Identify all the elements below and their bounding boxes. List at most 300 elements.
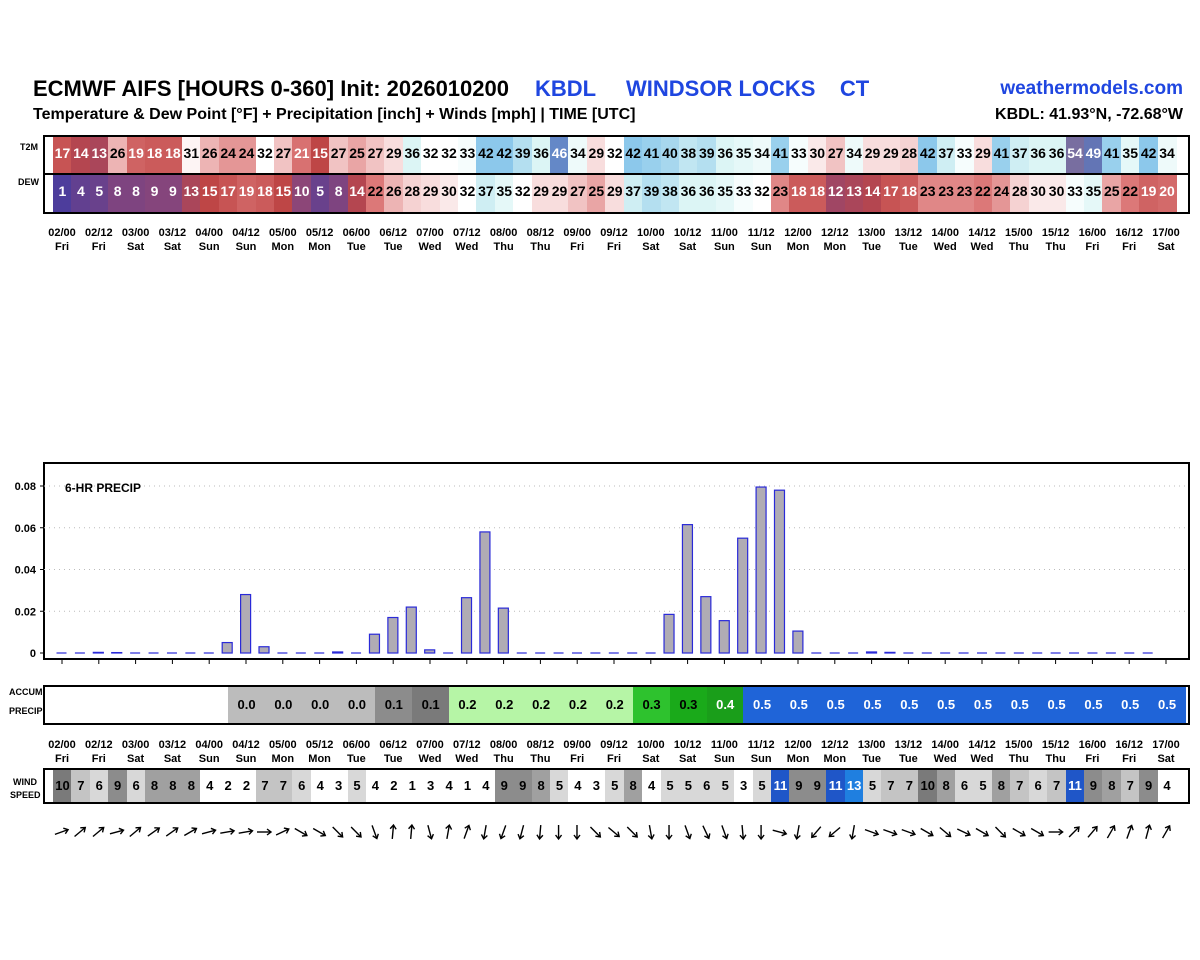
accum-precip-cell: 0.2 <box>596 687 633 723</box>
dew-cell: 8 <box>108 175 127 212</box>
wind-speed-cell: 6 <box>127 770 146 802</box>
t2m-cell: 34 <box>753 137 772 173</box>
t2m-cell: 18 <box>163 137 182 173</box>
wind-speed-cell: 9 <box>495 770 514 802</box>
t2m-cell: 29 <box>863 137 882 173</box>
wind-arrow-icon <box>864 827 879 837</box>
wind-speed-cell: 5 <box>753 770 772 802</box>
time-tick-label: 07/12 Wed <box>453 227 481 253</box>
time-tick-label: 08/00 Thu <box>489 739 518 765</box>
accum-row-label-2: PRECIP <box>9 706 43 716</box>
t2m-cell: 19 <box>127 137 146 173</box>
time-tick-label: 15/12 Thu <box>1041 739 1070 765</box>
t2m-cell: 41 <box>1102 137 1121 173</box>
dew-cell: 30 <box>1047 175 1066 212</box>
wind-speed-cell: 10 <box>53 770 72 802</box>
accum-precip-cell: 0.0 <box>302 687 339 723</box>
accum-precip-cell: 0.5 <box>964 687 1001 723</box>
time-tick-label: 13/12 Tue <box>894 739 923 765</box>
wind-arrow-icon <box>408 825 415 839</box>
precip-bar <box>462 598 472 653</box>
site-link[interactable]: weathermodels.com <box>1000 78 1183 99</box>
time-tick-label: 16/12 Fri <box>1115 739 1143 765</box>
accum-precip-cell: 0.4 <box>707 687 744 723</box>
wind-arrow-icon <box>1160 824 1172 839</box>
precip-bar <box>369 634 379 653</box>
time-tick-label: 03/12 Sat <box>158 739 187 765</box>
wind-speed-cell: 13 <box>845 770 864 802</box>
wind-arrow-icon <box>849 825 857 840</box>
accum-precip-cell: 0.0 <box>228 687 265 723</box>
wind-speed-cell: 6 <box>1029 770 1048 802</box>
y-tick-label: 0.02 <box>14 606 36 619</box>
t2m-cell: 39 <box>697 137 716 173</box>
time-tick-label: 14/00 Wed <box>931 227 959 253</box>
wind-arrow-icon <box>1067 825 1081 839</box>
time-tick-label: 14/00 Wed <box>931 739 959 765</box>
dew-cell: 30 <box>440 175 459 212</box>
dew-cell: 35 <box>495 175 514 212</box>
wind-arrow-icon <box>919 826 934 838</box>
precip-chart-title: 6-HR PRECIP <box>65 481 142 495</box>
wind-arrow-icon <box>719 824 729 839</box>
wind-speed-cell: 8 <box>532 770 551 802</box>
accum-precip-cell: 0.5 <box>1001 687 1038 723</box>
precip-bar <box>701 597 711 653</box>
wind-speed-cell: 7 <box>274 770 293 802</box>
wind-arrow-icon <box>183 826 198 838</box>
wind-arrow-icon <box>481 825 489 840</box>
time-tick-label: 12/00 Mon <box>784 739 812 765</box>
t2m-cell: 36 <box>1029 137 1048 173</box>
t2m-cell: 24 <box>237 137 256 173</box>
wind-arrow-icon <box>257 829 271 835</box>
dew-cell: 22 <box>974 175 993 212</box>
time-tick-label: 15/00 Thu <box>1005 739 1033 765</box>
wind-speed-cell: 6 <box>292 770 311 802</box>
wind-direction-arrows <box>0 810 1200 860</box>
dew-cell: 15 <box>200 175 219 212</box>
t2m-cell: 34 <box>568 137 587 173</box>
wind-arrow-icon <box>574 825 580 839</box>
wind-speed-cell: 4 <box>440 770 459 802</box>
wind-speed-cell: 8 <box>182 770 201 802</box>
wind-arrow-icon <box>461 824 471 839</box>
wind-speed-cell: 7 <box>256 770 275 802</box>
time-tick-label: 12/00 Mon <box>784 227 812 253</box>
accum-precip-cell: 0.0 <box>265 687 302 723</box>
time-tick-label: 16/00 Fri <box>1078 739 1107 765</box>
dew-cell: 32 <box>753 175 772 212</box>
wind-speed-cell: 7 <box>1010 770 1029 802</box>
t2m-cell: 36 <box>403 137 422 173</box>
precip-bar <box>388 618 398 653</box>
t2m-cell: 29 <box>587 137 606 173</box>
wind-speed-cell: 11 <box>826 770 845 802</box>
dew-cell: 5 <box>90 175 109 212</box>
dew-cell: 33 <box>734 175 753 212</box>
precip-bar <box>498 608 508 653</box>
dew-cell: 37 <box>624 175 643 212</box>
wind-arrow-icon <box>201 827 216 836</box>
dew-cell: 25 <box>1102 175 1121 212</box>
wind-speed-cell: 7 <box>881 770 900 802</box>
accum-precip-cell: 0.2 <box>486 687 523 723</box>
wind-arrow-icon <box>537 825 544 839</box>
dew-cell: 18 <box>808 175 827 212</box>
wind-arrow-icon <box>794 825 802 840</box>
wind-arrow-icon <box>389 825 396 839</box>
t2m-cell: 25 <box>348 137 367 173</box>
wind-arrow-icon <box>312 826 327 838</box>
dew-cell: 37 <box>476 175 495 212</box>
t2m-cell: 39 <box>513 137 532 173</box>
wind-speed-cell: 3 <box>587 770 606 802</box>
time-tick-label: 03/12 Sat <box>158 227 187 253</box>
dew-cell: 23 <box>955 175 974 212</box>
t2m-cell: 30 <box>808 137 827 173</box>
t2m-cell: 49 <box>1084 137 1103 173</box>
accum-precip-cell: 0.5 <box>1112 687 1149 723</box>
time-tick-label: 07/12 Wed <box>453 739 481 765</box>
dew-cell: 38 <box>661 175 680 212</box>
wind-speed-cell: 10 <box>918 770 937 802</box>
t2m-cell: 36 <box>716 137 735 173</box>
wind-speed-cell: 5 <box>550 770 569 802</box>
time-tick-label: 08/00 Thu <box>489 227 518 253</box>
wind-speed-cell: 2 <box>384 770 403 802</box>
chart-title: ECMWF AIFS [HOURS 0-360] Init: 2026010200 <box>33 76 509 101</box>
y-tick-label: 0 <box>29 648 36 660</box>
time-tick-label: 06/12 Tue <box>379 739 407 765</box>
accum-precip-cell: 0.5 <box>743 687 780 723</box>
wind-speed-cell: 4 <box>366 770 385 802</box>
t2m-cell: 33 <box>789 137 808 173</box>
wind-speed-cell: 9 <box>1084 770 1103 802</box>
t2m-cell: 41 <box>992 137 1011 173</box>
time-tick-label: 04/12 Sun <box>232 739 260 765</box>
t2m-cell: 32 <box>421 137 440 173</box>
dew-cell: 39 <box>642 175 661 212</box>
t2m-cell: 42 <box>1139 137 1158 173</box>
dew-cell: 9 <box>145 175 164 212</box>
t2m-cell: 33 <box>458 137 477 173</box>
accum-precip-cell: 0.2 <box>449 687 486 723</box>
wind-arrow-icon <box>220 828 235 836</box>
wind-arrow-icon <box>54 827 69 837</box>
dew-cell: 19 <box>237 175 256 212</box>
time-tick-label: 06/00 Tue <box>342 227 371 253</box>
wind-arrow-icon <box>1143 824 1152 839</box>
wind-speed-cell: 3 <box>734 770 753 802</box>
dew-cell: 17 <box>881 175 900 212</box>
t2m-cell: 38 <box>679 137 698 173</box>
wind-speed-row <box>43 768 1190 804</box>
accum-precip-cell: 0.1 <box>375 687 412 723</box>
wind-speed-cell: 8 <box>1102 770 1121 802</box>
wind-speed-cell: 11 <box>1066 770 1085 802</box>
time-tick-label: 16/12 Fri <box>1115 227 1143 253</box>
wind-speed-cell: 1 <box>403 770 422 802</box>
wind-speed-cell: 4 <box>642 770 661 802</box>
dew-cell: 36 <box>679 175 698 212</box>
wind-speed-cell: 4 <box>476 770 495 802</box>
accum-precip-cell: 0.5 <box>891 687 928 723</box>
wind-speed-cell: 7 <box>900 770 919 802</box>
wind-arrow-icon <box>556 825 562 839</box>
t2m-cell: 41 <box>771 137 790 173</box>
wind-speed-cell: 7 <box>1121 770 1140 802</box>
time-tick-label: 04/00 Sun <box>195 739 223 765</box>
wind-arrow-icon <box>165 826 180 839</box>
wind-arrow-icon <box>109 827 124 836</box>
wind-arrow-icon <box>646 825 654 840</box>
wind-speed-cell: 8 <box>937 770 956 802</box>
precip-bar <box>259 647 269 653</box>
dew-cell: 9 <box>163 175 182 212</box>
wind-speed-cell: 8 <box>163 770 182 802</box>
time-tick-label: 10/00 Sat <box>637 227 665 253</box>
accum-precip-cell: 0.3 <box>670 687 707 723</box>
time-tick-label: 09/00 Fri <box>563 227 591 253</box>
wind-arrow-icon <box>974 826 989 838</box>
t2m-cell: 46 <box>550 137 569 173</box>
accum-precip-cell: 0.2 <box>559 687 596 723</box>
wind-arrow-icon <box>275 826 290 837</box>
dew-cell: 15 <box>274 175 293 212</box>
wind-arrow-icon <box>293 826 308 838</box>
time-tick-label: 12/12 Mon <box>821 739 849 765</box>
t2m-cell: 42 <box>918 137 937 173</box>
time-axis-bottom <box>0 738 1200 768</box>
time-tick-label: 11/12 Sun <box>747 739 775 765</box>
dew-cell: 5 <box>311 175 330 212</box>
accum-precip-cell: 0.5 <box>854 687 891 723</box>
wind-arrow-icon <box>444 825 452 840</box>
precip-bar <box>93 652 103 653</box>
wind-arrow-icon <box>739 825 746 839</box>
t2m-cell: 40 <box>661 137 680 173</box>
time-tick-label: 05/00 Mon <box>269 227 297 253</box>
y-tick-label: 0.08 <box>14 481 36 493</box>
wind-arrow-icon <box>901 827 916 837</box>
time-tick-label: 13/12 Tue <box>894 227 923 253</box>
wind-arrow-icon <box>73 825 88 839</box>
time-tick-label: 04/00 Sun <box>195 227 223 253</box>
time-tick-label: 16/00 Fri <box>1078 227 1107 253</box>
wind-speed-cell: 5 <box>679 770 698 802</box>
precip-bar <box>222 643 232 653</box>
t2m-cell: 29 <box>384 137 403 173</box>
accum-precip-cell: 0.5 <box>780 687 817 723</box>
t2m-cell: 54 <box>1066 137 1085 173</box>
time-tick-label: 09/12 Fri <box>600 227 628 253</box>
precip-bar <box>793 631 803 653</box>
time-tick-label: 08/12 Thu <box>526 227 555 253</box>
plot-frame <box>44 463 1189 659</box>
dew-cell: 8 <box>127 175 146 212</box>
t2m-cell: 34 <box>845 137 864 173</box>
dew-row <box>43 173 1190 214</box>
time-tick-label: 02/12 Fri <box>85 227 113 253</box>
dew-cell: 29 <box>550 175 569 212</box>
time-tick-label: 05/12 Mon <box>305 227 334 253</box>
t2m-cell: 27 <box>274 137 293 173</box>
dew-cell: 10 <box>292 175 311 212</box>
dew-cell: 17 <box>219 175 238 212</box>
wind-speed-cell: 8 <box>992 770 1011 802</box>
t2m-cell: 17 <box>53 137 72 173</box>
t2m-cell: 15 <box>311 137 330 173</box>
wind-speed-cell: 2 <box>237 770 256 802</box>
t2m-cell: 33 <box>955 137 974 173</box>
wind-arrow-icon <box>682 824 692 839</box>
time-tick-label: 08/12 Thu <box>526 739 555 765</box>
time-tick-label: 06/00 Tue <box>342 739 371 765</box>
wind-arrow-icon <box>91 825 106 839</box>
time-tick-label: 07/00 Wed <box>416 227 444 253</box>
wind-arrow-icon <box>772 827 787 836</box>
wind-arrow-icon <box>1011 826 1026 838</box>
time-tick-label: 02/00 Fri <box>48 227 76 253</box>
time-tick-label: 02/12 Fri <box>85 739 113 765</box>
precip-bar-chart <box>0 460 1200 670</box>
dew-cell: 18 <box>900 175 919 212</box>
time-tick-label: 15/12 Thu <box>1041 227 1070 253</box>
wind-speed-cell: 2 <box>219 770 238 802</box>
time-tick-label: 10/12 Sat <box>673 739 702 765</box>
time-tick-label: 12/12 Mon <box>821 227 849 253</box>
wind-arrow-icon <box>827 825 842 839</box>
time-tick-label: 04/12 Sun <box>232 227 260 253</box>
wind-arrow-icon <box>369 824 379 839</box>
precip-bar <box>480 532 490 653</box>
dew-cell: 29 <box>421 175 440 212</box>
time-tick-label: 13/00 Tue <box>857 739 886 765</box>
accum-precip-cell: 0.2 <box>522 687 559 723</box>
wind-speed-cell: 7 <box>71 770 90 802</box>
dew-cell: 20 <box>1158 175 1177 212</box>
wind-speed-cell: 6 <box>90 770 109 802</box>
t2m-cell: 32 <box>440 137 459 173</box>
wind-speed-cell: 6 <box>697 770 716 802</box>
t2m-cell: 34 <box>1158 137 1177 173</box>
dew-cell: 24 <box>992 175 1011 212</box>
t2m-cell: 42 <box>495 137 514 173</box>
t2m-cell: 31 <box>182 137 201 173</box>
dew-cell: 14 <box>863 175 882 212</box>
wind-arrow-icon <box>1030 826 1045 838</box>
dew-cell: 22 <box>366 175 385 212</box>
precip-bar <box>664 614 674 653</box>
accum-precip-cell: 0.1 <box>412 687 449 723</box>
time-tick-label: 14/12 Wed <box>968 739 996 765</box>
time-tick-label: 10/00 Sat <box>637 739 665 765</box>
t2m-row <box>43 135 1190 175</box>
precip-bar <box>333 652 343 653</box>
dew-cell: 26 <box>384 175 403 212</box>
accum-precip-cell: 0.5 <box>1148 687 1185 723</box>
time-axis-top <box>0 226 1200 256</box>
dew-cell: 35 <box>1084 175 1103 212</box>
dew-cell: 18 <box>256 175 275 212</box>
t2m-cell: 35 <box>734 137 753 173</box>
accum-precip-cell: 0.5 <box>1075 687 1112 723</box>
wind-speed-cell: 3 <box>329 770 348 802</box>
wind-speed-cell: 8 <box>145 770 164 802</box>
dew-cell: 23 <box>771 175 790 212</box>
wind-arrow-icon <box>1124 824 1134 839</box>
accum-precip-cell: 0.5 <box>927 687 964 723</box>
time-tick-label: 07/00 Wed <box>416 739 444 765</box>
t2m-cell: 37 <box>937 137 956 173</box>
wind-speed-cell: 5 <box>974 770 993 802</box>
station-code: KBDL <box>535 76 597 101</box>
t2m-cell: 29 <box>974 137 993 173</box>
wind-arrow-icon <box>758 825 764 839</box>
t2m-cell: 32 <box>256 137 275 173</box>
wind-arrow-icon <box>810 825 824 840</box>
wind-speed-cell: 7 <box>1047 770 1066 802</box>
time-tick-label: 03/00 Sat <box>121 227 150 253</box>
wind-speed-cell: 5 <box>716 770 735 802</box>
dew-cell: 29 <box>605 175 624 212</box>
dew-cell: 18 <box>789 175 808 212</box>
time-tick-label: 05/12 Mon <box>305 739 334 765</box>
time-tick-label: 05/00 Mon <box>269 739 297 765</box>
wind-arrow-icon <box>517 824 526 839</box>
dew-cell: 28 <box>1010 175 1029 212</box>
wind-arrow-icon <box>498 824 508 839</box>
wind-speed-cell: 8 <box>624 770 643 802</box>
dew-cell: 33 <box>1066 175 1085 212</box>
time-tick-label: 03/00 Sat <box>121 739 150 765</box>
t2m-cell: 36 <box>1047 137 1066 173</box>
accum-precip-row <box>43 685 1190 725</box>
dew-cell: 4 <box>71 175 90 212</box>
time-tick-label: 10/12 Sat <box>673 227 702 253</box>
precip-bar <box>885 652 895 653</box>
wind-speed-cell: 5 <box>661 770 680 802</box>
wind-arrow-icon <box>993 825 1007 839</box>
time-tick-label: 09/00 Fri <box>563 739 591 765</box>
wind-speed-cell: 9 <box>1139 770 1158 802</box>
accum-precip-cell: 0.3 <box>633 687 670 723</box>
t2m-cell: 26 <box>200 137 219 173</box>
t2m-cell: 27 <box>366 137 385 173</box>
time-tick-label: 17/00 Sat <box>1152 227 1180 253</box>
t2m-cell: 14 <box>71 137 90 173</box>
accum-precip-cell: 0.5 <box>1038 687 1075 723</box>
time-tick-label: 02/00 Fri <box>48 739 76 765</box>
wind-arrow-icon <box>425 824 434 839</box>
wind-arrow-icon <box>331 825 345 839</box>
dew-cell: 30 <box>1029 175 1048 212</box>
precip-bar <box>867 652 877 653</box>
dew-cell: 8 <box>329 175 348 212</box>
time-tick-label: 11/00 Sun <box>710 227 738 253</box>
wind-speed-cell: 9 <box>789 770 808 802</box>
station-place: WINDSOR LOCKS CT <box>626 76 870 101</box>
wind-speed-cell: 9 <box>808 770 827 802</box>
time-tick-label: 11/12 Sun <box>747 227 775 253</box>
dew-cell: 23 <box>937 175 956 212</box>
wind-speed-cell: 9 <box>108 770 127 802</box>
t2m-cell: 24 <box>219 137 238 173</box>
time-tick-label: 15/00 Thu <box>1005 227 1033 253</box>
t2m-cell: 42 <box>476 137 495 173</box>
time-tick-label: 14/12 Wed <box>968 227 996 253</box>
